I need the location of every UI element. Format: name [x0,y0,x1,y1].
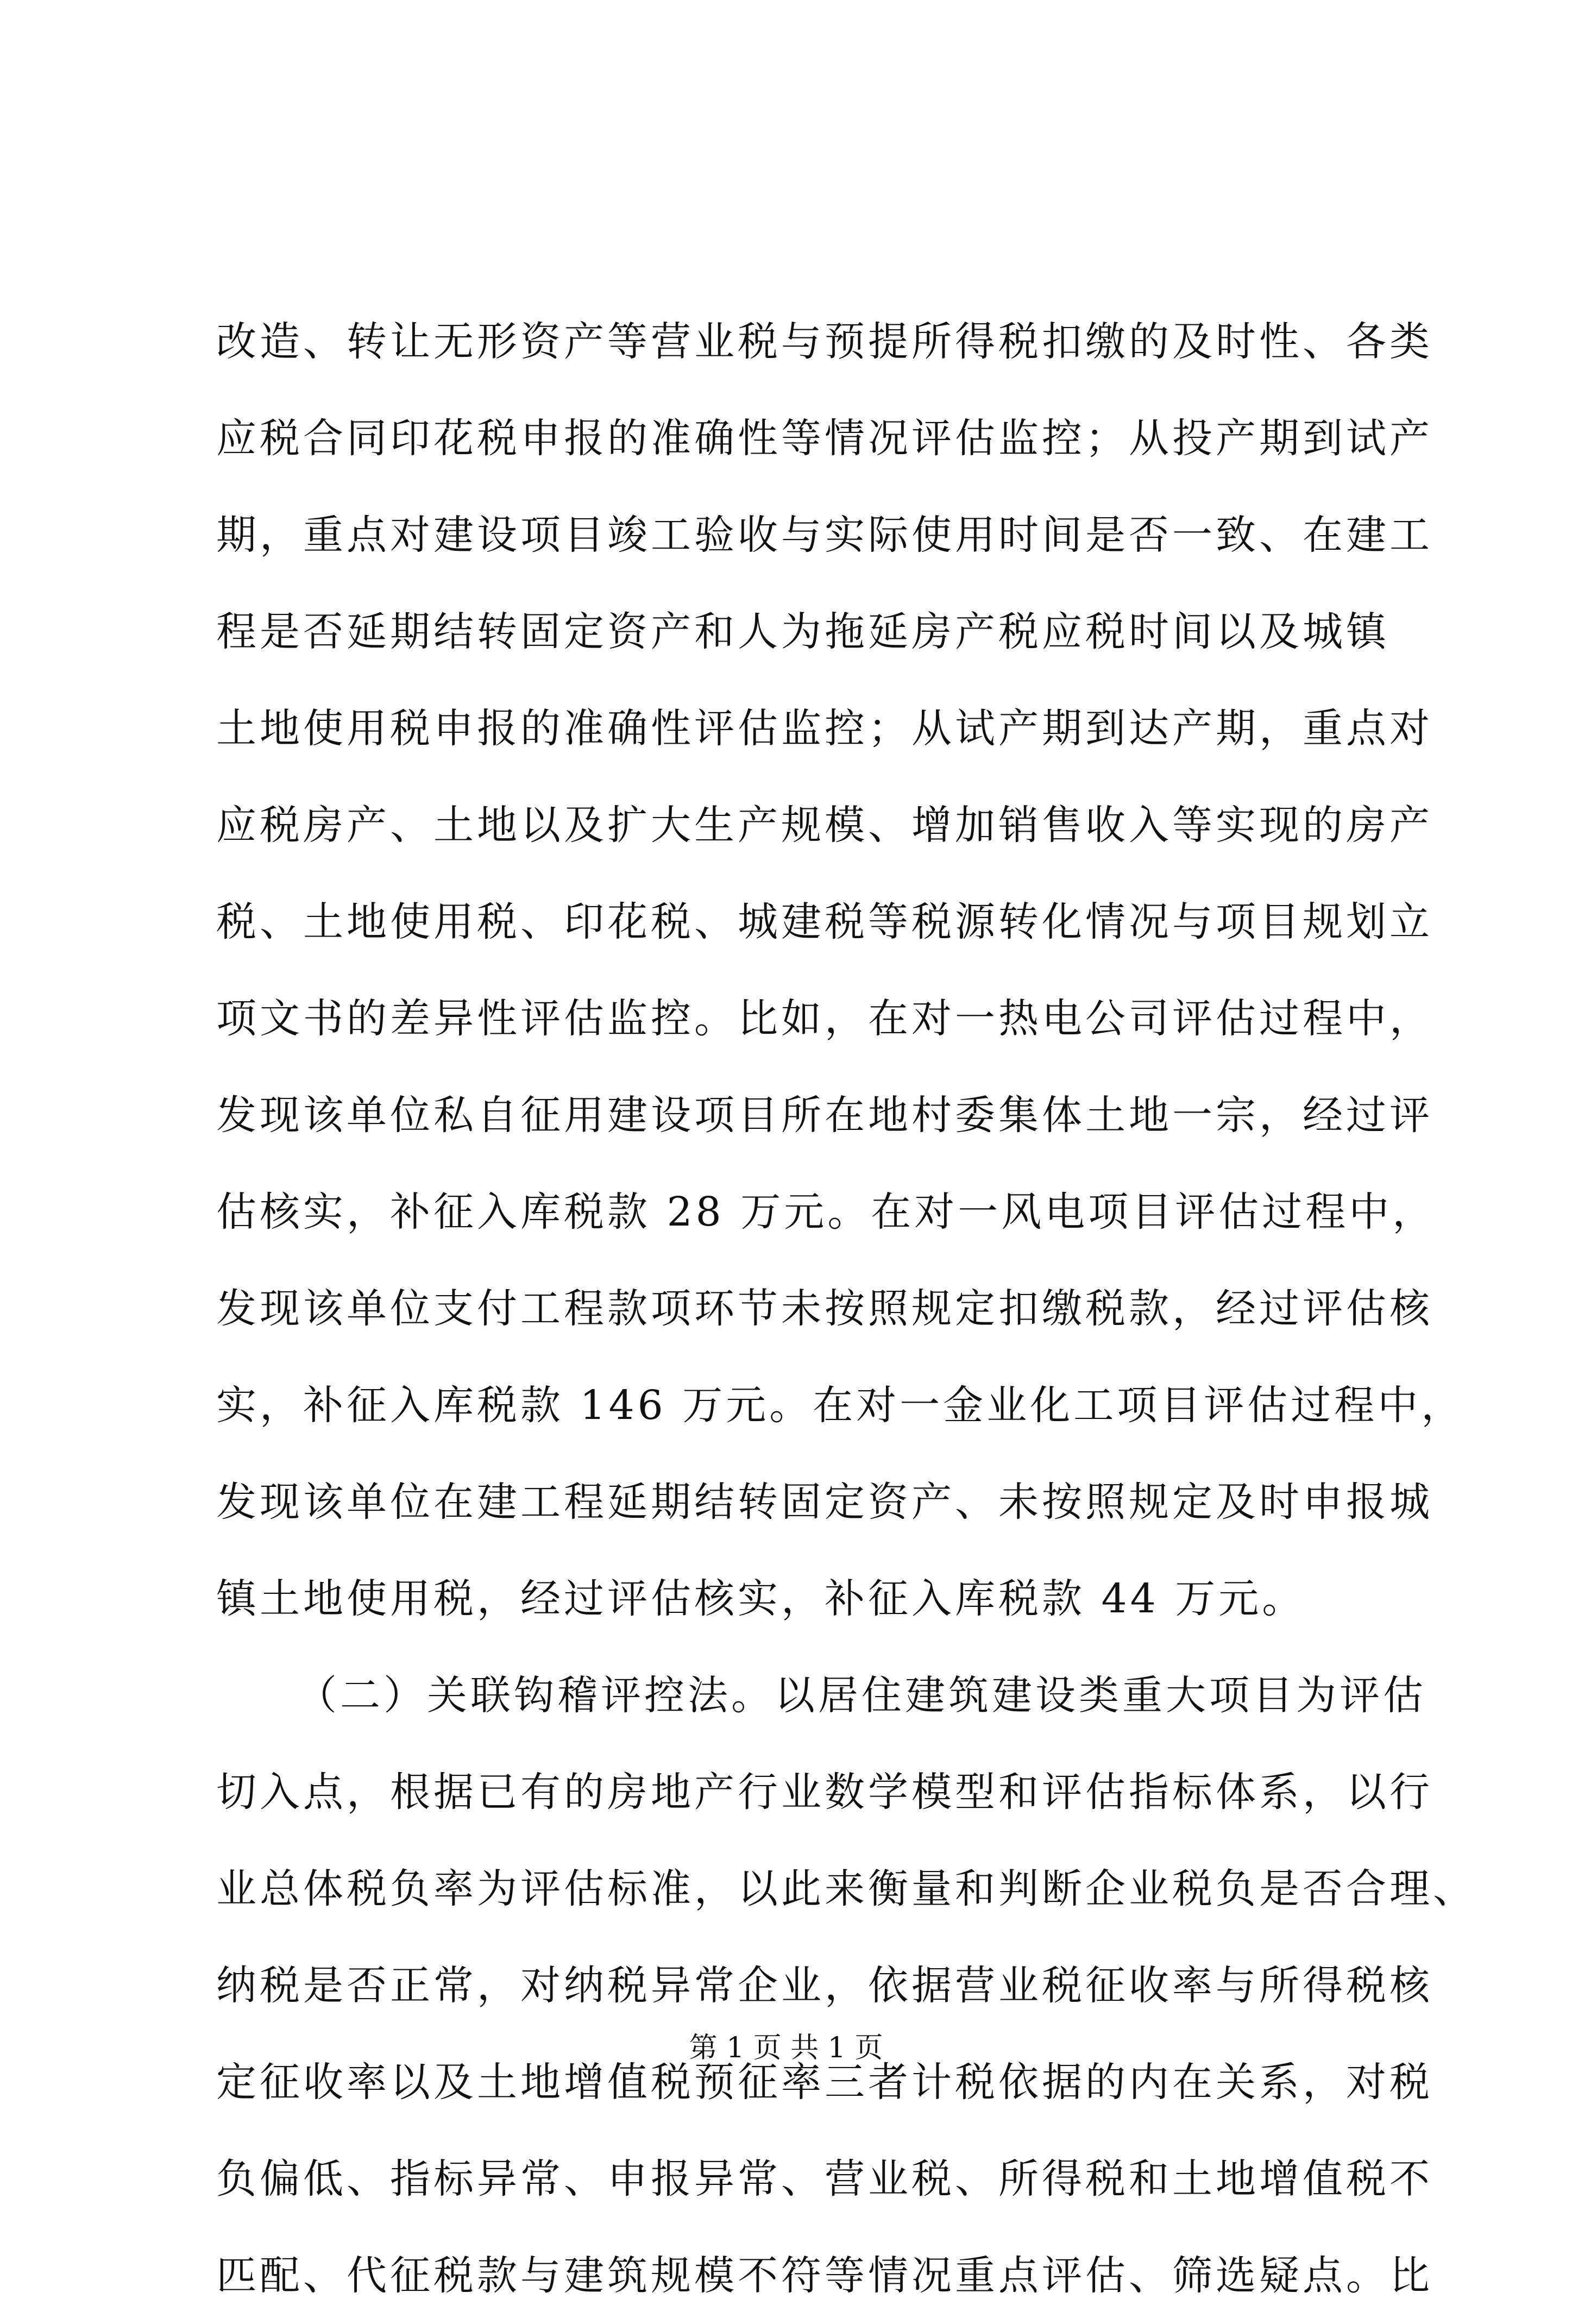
text-line: 项文书的差异性评估监控。比如，在对一热电公司评估过程中， [216,995,1433,1042]
text-line: 发现该单位在建工程延期结转固定资产、未按照规定及时申报城 [216,1479,1433,1525]
text-line: 纳税是否正常，对纳税异常企业，依据营业税征收率与所得税核 [216,1962,1433,2009]
text-line: 应税房产、土地以及扩大生产规模、增加销售收入等实现的房产 [216,802,1433,849]
text-line: 估核实，补征入库税款 28 万元。在对一风电项目评估过程中， [216,1189,1436,1235]
text-line: 发现该单位支付工程款项环节未按照规定扣缴税款，经过评估核 [216,1285,1433,1332]
text-line: 负偏低、指标异常、申报异常、营业税、所得税和土地增值税不 [216,2156,1433,2202]
text-line: 税、土地使用税、印花税、城建税等税源转化情况与项目规划立 [216,899,1433,945]
text-line: 应税合同印花税申报的准确性等情况评估监控；从投产期到试产 [216,415,1433,462]
text-line: 实，补征入库税款 146 万元。在对一金业化工项目评估过程中， [216,1382,1465,1429]
text-line: 发现该单位私自征用建设项目所在地村委集体土地一宗，经过评 [216,1092,1433,1139]
text-line: 镇土地使用税，经过评估核实，补征入库税款 44 万元。 [216,1575,1306,1622]
paragraph-start-line: （二）关联钩稽评控法。以居住建筑建设类重大项目为评估 [297,1672,1426,1719]
page-footer [0,2029,1572,2067]
text-line: 改造、转让无形资产等营业税与预提所得税扣缴的及时性、各类 [216,318,1433,365]
document-body [216,293,1476,2324]
text-line: 切入点，根据已有的房地产行业数学模型和评估指标体系，以行 [216,1769,1433,1816]
text-line: 土地使用税申报的准确性评估监控；从试产期到达产期，重点对 [216,705,1433,752]
text-line: 定征收率以及土地增值税预征率三者计税依据的内在关系，对税 [216,2059,1433,2106]
text-line: 程是否延期结转固定资产和人为拖延房产税应税时间以及城镇 [216,608,1389,655]
text-line: 匹配、代征税款与建筑规模不符等情况重点评估、筛选疑点。比 [216,2252,1433,2299]
page-number-label: 第 1 页 共 1 页 [689,2032,883,2064]
text-line: 期，重点对建设项目竣工验收与实际使用时间是否一致、在建工 [216,512,1433,558]
text-line: 业总体税负率为评估标准，以此来衡量和判断企业税负是否合理、 [216,1866,1476,1912]
